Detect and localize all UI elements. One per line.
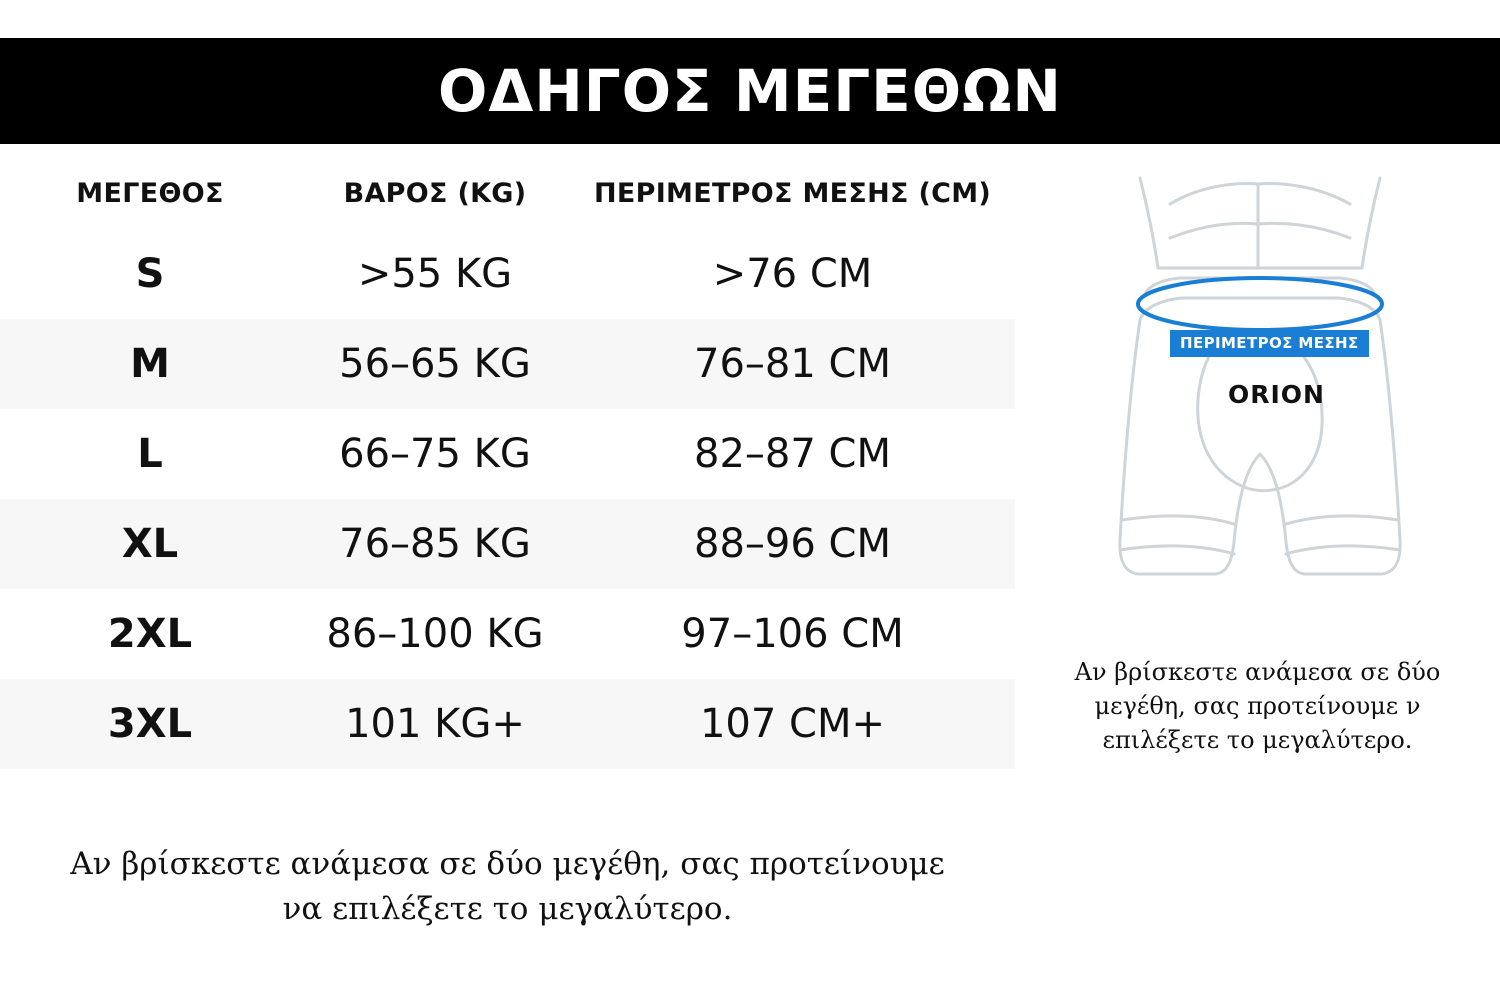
cell-waist: 82–87 CM bbox=[570, 409, 1015, 499]
header-banner bbox=[0, 38, 1500, 144]
cell-size: XL bbox=[0, 499, 300, 589]
page-title: ΟΔΗΓΟΣ ΜΕΓΕΘΩΝ bbox=[438, 57, 1062, 125]
table-row bbox=[0, 499, 1015, 589]
cell-weight: 76–85 KG bbox=[300, 499, 570, 589]
table-header-row bbox=[0, 160, 1015, 229]
waist-measure-label: ΠΕΡΙΜΕΤΡΟΣ ΜΕΣΗΣ bbox=[1170, 330, 1369, 357]
cell-size: L bbox=[0, 409, 300, 499]
size-table-wrap bbox=[0, 160, 1015, 769]
cell-weight: >55 KG bbox=[300, 229, 570, 319]
illustration-note-line-3: επιλέξετε το μεγαλύτερο. bbox=[1102, 726, 1413, 755]
cell-weight: 66–75 KG bbox=[300, 409, 570, 499]
boxer-brief-illustration bbox=[1020, 168, 1500, 658]
cell-weight: 101 KG+ bbox=[300, 679, 570, 769]
footer-note-line-2: να επιλέξετε το μεγαλύτερο. bbox=[282, 890, 733, 927]
cell-waist: 107 CM+ bbox=[570, 679, 1015, 769]
table-row bbox=[0, 589, 1015, 679]
footer-note-line-1: Αν βρίσκεστε ανάμεσα σε δύο μεγέθη, σας προτείνουμε bbox=[70, 846, 945, 882]
cell-weight: 86–100 KG bbox=[300, 589, 570, 679]
illustration-note-line-2: μεγέθη, σας προτείνουμε ν bbox=[1094, 692, 1421, 721]
cell-waist: >76 CM bbox=[570, 229, 1015, 319]
illustration-note bbox=[1030, 655, 1485, 757]
illustration-note-line-1: Αν βρίσκεστε ανάμεσα σε δύο bbox=[1074, 658, 1441, 686]
table-row bbox=[0, 679, 1015, 769]
size-table bbox=[0, 160, 1015, 769]
column-header-waist: ΠΕΡΙΜΕΤΡΟΣ ΜΕΣΗΣ (CM) bbox=[570, 160, 1015, 229]
table-row bbox=[0, 319, 1015, 409]
footer-note bbox=[0, 842, 1015, 932]
cell-waist: 97–106 CM bbox=[570, 589, 1015, 679]
table-row bbox=[0, 229, 1015, 319]
cell-weight: 56–65 KG bbox=[300, 319, 570, 409]
cell-size: 3XL bbox=[0, 679, 300, 769]
column-header-weight: ΒΑΡΟΣ (KG) bbox=[300, 160, 570, 229]
brand-label: ORION bbox=[1228, 380, 1325, 409]
cell-size: M bbox=[0, 319, 300, 409]
cell-size: 2XL bbox=[0, 589, 300, 679]
cell-waist: 76–81 CM bbox=[570, 319, 1015, 409]
column-header-size: ΜΕΓΕΘΟΣ bbox=[0, 160, 300, 229]
cell-size: S bbox=[0, 229, 300, 319]
table-row bbox=[0, 409, 1015, 499]
cell-waist: 88–96 CM bbox=[570, 499, 1015, 589]
